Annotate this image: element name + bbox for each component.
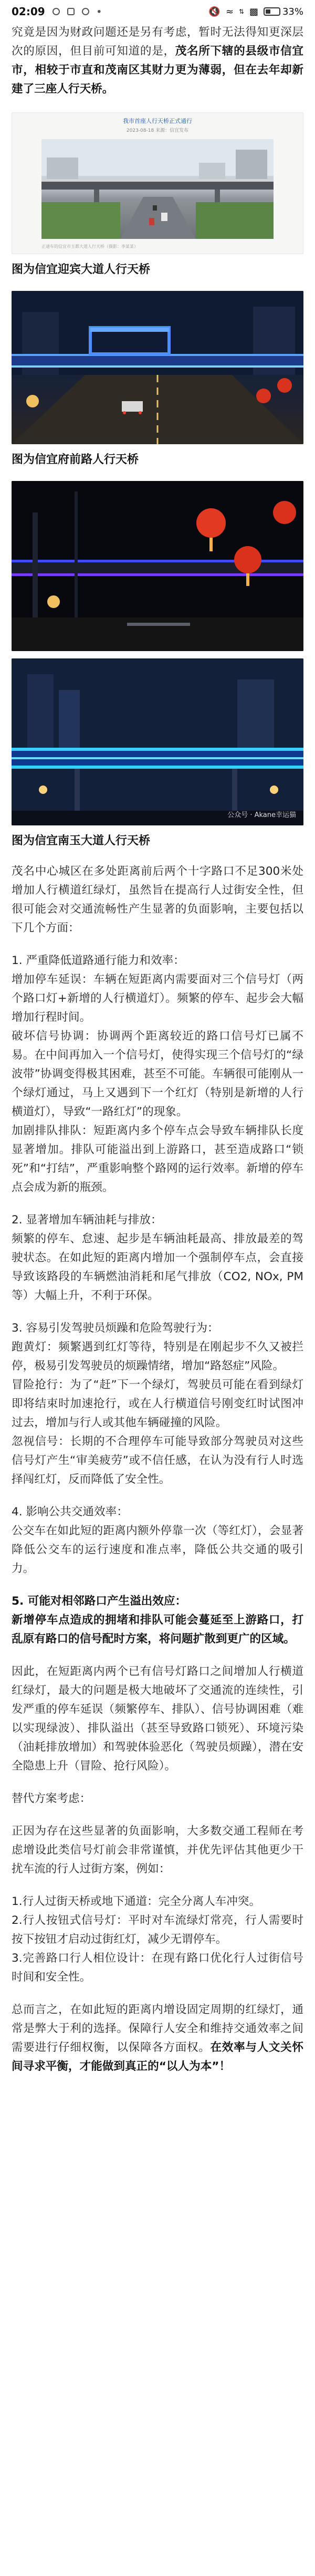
night-bridge-illustration-3 [12, 658, 303, 825]
paragraph-item-2: 2. 显著增加车辆油耗与排放： 频繁的停车、怠速、起步是车辆油耗最高、排放最差的驾驶状态。在如此短的距离内增加一个强制停车点，会直接导致该路段的车辆燃油消耗和尾气排放（CO2, NOx, PM等）大幅上升，不利于环保。 [12, 1213, 303, 1302]
battery-indicator [264, 6, 303, 17]
page-bottom [12, 2090, 303, 2100]
wifi-icon: ≈ [225, 6, 234, 17]
battery-fill [266, 9, 270, 14]
paragraph-summary: 因此，在短距离内两个已有信号灯路口之间增加人行横道红绿灯，最大的问题是极大地破坏了交通流的连续性，引发严重的停车延误（频繁停车、排队）、信号协调困难（难以实现绿波）、排队溢出（甚至导致路口锁死）、环境污染（油耗排放增加）和驾驶体验恶化（驾驶员烦躁），潜在安全隐患上升（冒险、抢行风险）。 [12, 1665, 303, 1773]
caption-yingbin-bridge: 图为信宜迎宾大道人行天桥 [12, 263, 151, 276]
status-right [208, 6, 303, 17]
notification-icon [52, 8, 60, 15]
caption-nanyu-bridge: 图为信宜南玉大道人行天桥 [12, 834, 151, 847]
message-icon [82, 8, 89, 15]
news-title: 我市首座人行天桥正式通行 [123, 118, 192, 124]
conclusion-bold-text: 在效率与人文关怀间寻求平衡，才能做到真正的“以人为本”！ [12, 2041, 303, 2073]
app-notification-icon [67, 8, 75, 15]
paragraph-item-3: 3. 容易引发驾驶员烦躁和危险驾驶行为： 跑黄灯：频繁遇到红灯等待，特别是在刚起步不久又被拦停，极易引发驾驶员的烦躁情绪，增加“路怒症”风险。 冒险抢行：为了“赶”下一个绿灯，驾驶员可能在看到绿灯即将结束时加速抢行，或在人行横道信号刚变红时试图冲过去，增加与行人或其他车辆碰撞的风险。 忽视信号：长期的不合理停车可能导致部分驾驶员对这些信号灯产生“审美疲劳”或不信任感，在认为没有行人时选择闯红灯，反而降低了安全性。 [12, 1322, 303, 1486]
more-notifications-icon: • [96, 6, 102, 17]
news-screenshot-image[interactable] [12, 112, 303, 254]
article-content [0, 23, 315, 2100]
mute-icon: 🔇 [208, 6, 220, 17]
night-bridge-photo-2[interactable] [12, 481, 303, 651]
paragraph-conclusion [12, 2001, 303, 2076]
status-left [12, 5, 102, 18]
status-bar [0, 0, 315, 23]
street-bridge-illustration [41, 139, 274, 239]
paragraph-analysis-intro: 茂名中心城区在多处距离前后两个十字路口不足300米处增加人行横道红绿灯，虽然旨在提高行人过街安全性，但很可能会对交通流畅性产生显著的负面影响，主要包括以下几个方面： [12, 865, 303, 935]
news-subtitle: 2023-08-18 来源：信宜发布 [126, 128, 189, 133]
news-footer: 正通车的信宜市玉都大道人行天桥（摄影：李某某） [41, 244, 138, 249]
signal-icon: ▩ [249, 6, 258, 17]
night-bridge-illustration-1 [12, 291, 303, 444]
night-bridge-photo-1[interactable] [12, 291, 303, 444]
street-bridge-photo [41, 139, 274, 239]
intro-bold-text: 茂名所下辖的县级市信宜市，相较于市直和茂南区其财力更为薄弱，但在去年却新建了三座人行天桥。 [12, 45, 303, 96]
paragraph-alternatives-intro: 正因为存在这些显著的负面影响，大多数交通工程师在考虑增设此类信号灯前会非常谨慎，并优先评估其他更少干扰车流的行人过街方案，例如： [12, 1825, 303, 1876]
paragraph-alternatives-title: 替代方案考虑： [12, 1792, 91, 1805]
battery-text: 33% [282, 6, 303, 17]
night-bridge-photo-3[interactable] [12, 658, 303, 825]
news-header [12, 113, 303, 137]
paragraph-alternatives-list: 1.行人过街天桥或地下通道：完全分离人车冲突。 2.行人按钮式信号灯：平时对车流绿灯常亮，行人需要时按下按钮才启动过街红灯，减少无谓停车。 3.完善路口行人相位设计：在现有路口优化行人过街信号时间和安全性。 [12, 1895, 303, 1984]
data-rate-icon: ⇅ [238, 8, 244, 15]
image-watermark: 公众号 · Akane幸运猫 [227, 811, 296, 819]
status-time: 02:09 [12, 5, 45, 18]
night-bridge-illustration-2 [12, 481, 303, 651]
paragraph-item-1: 1. 严重降低道路通行能力和效率： 增加停车延误：车辆在短距离内需要面对三个信号灯（两个路口灯+新增的人行横道灯）。频繁的停车、起步会大幅增加行程时间。 破坏信号协调：协调两个距离较近的路口信号灯已属不易。在中间再加入一个信号灯，使得实现三个信号灯的“绿波带”协调变得极其困难，甚至不可能。车辆很可能刚从一个绿灯通过，马上又遇到下一个红灯（特别是新增的人行横道灯），导致“一路红灯”的现象。 加剧排队排队：短距离内多个停车点会导致车辆排队长度显著增加。排队可能溢出到上游路口，甚至造成路口“锁死”和“打结”，严重影响整个路网的运行效率。新增的停车点会成为新的瓶颈。 [12, 954, 303, 1194]
paragraph-item-4: 4. 影响公共交通效率： 公交车在如此短的距离内额外停靠一次（等红灯），会显著降低公交车的运行速度和准点率，降低公共交通的吸引力。 [12, 1505, 303, 1575]
intro-text: 究竟是因为财政问题还是另有考虑，暂时无法得知更深层次的原因，但目前可知道的是， [12, 26, 303, 58]
conclusion-text: 总而言之，在如此短的距离内增设固定周期的红绿灯，通常是弊大于利的选择。保障行人安全和维持交通效率之间需要进行仔细权衡，以保障各方面权。 [12, 2003, 303, 2054]
caption-fuqian-bridge: 图为信宜府前路人行天桥 [12, 453, 139, 466]
paragraph-intro [12, 23, 303, 99]
paragraph-item-5: 5. 可能对相邻路口产生溢出效应： 新增停车点造成的拥堵和排队可能会蔓延至上游路口，打乱原有路口的信号配时方案，将问题扩散到更广的区域。 [12, 1595, 303, 1646]
battery-icon [264, 7, 280, 16]
